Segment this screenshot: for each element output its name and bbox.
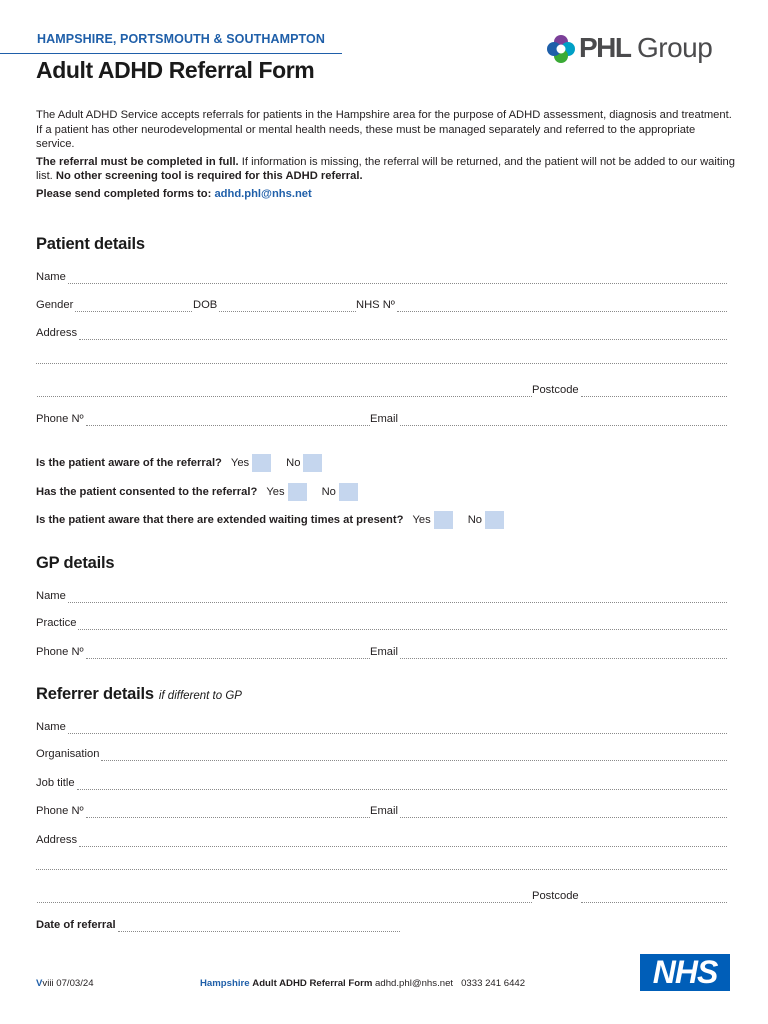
- intro-screening-note: No other screening tool is required for this ADHD referral.: [55, 170, 363, 182]
- referrer-heading-text: Referrer details: [36, 685, 154, 703]
- field-label: Email: [370, 413, 398, 425]
- no-checkbox[interactable]: [485, 511, 504, 529]
- region-subtitle: HAMPSHIRE, PORTSMOUTH & SOUTHAMPTON: [37, 32, 325, 46]
- field-label: Gender: [36, 299, 74, 311]
- intro-text: [36, 108, 736, 204]
- patient-address-line-2[interactable]: [36, 363, 727, 364]
- version-text: viii 07/03/24: [42, 978, 94, 989]
- referral-date-row: [36, 918, 400, 932]
- patient-gender-field[interactable]: [36, 298, 192, 312]
- footer-phone: 0333 241 6442: [461, 978, 526, 989]
- referrer-organisation-field[interactable]: [36, 747, 727, 761]
- section-title-patient: Patient details: [36, 235, 145, 253]
- patient-phone-field[interactable]: [36, 412, 370, 426]
- patient-postcode-row: [36, 383, 727, 397]
- referrer-address-field[interactable]: [36, 833, 727, 847]
- field-label: Postcode: [532, 890, 579, 902]
- referrer-email-field[interactable]: [370, 804, 727, 818]
- field-label: Phone Nº: [36, 805, 84, 817]
- gp-practice-row: [36, 616, 727, 630]
- footer-region: Hampshire: [200, 978, 250, 989]
- field-label: Postcode: [532, 384, 579, 396]
- referrer-name-field[interactable]: [36, 720, 727, 734]
- footer-info: [200, 978, 525, 989]
- yes-checkbox[interactable]: [288, 483, 307, 501]
- referrer-job-title-field[interactable]: [36, 776, 727, 790]
- patient-nhs-number-field[interactable]: [356, 298, 727, 312]
- header-divider: [0, 53, 342, 54]
- yes-checkbox[interactable]: [252, 454, 271, 472]
- footer-form-title: Adult ADHD Referral Form: [252, 978, 373, 989]
- field-label: Practice: [36, 617, 77, 629]
- patient-dob-field[interactable]: [193, 298, 356, 312]
- referrer-postcode-field[interactable]: [532, 889, 727, 903]
- field-label: Organisation: [36, 748, 100, 760]
- referrer-name-row: [36, 720, 727, 734]
- no-label: No: [467, 514, 482, 526]
- gp-name-field[interactable]: [36, 589, 727, 603]
- patient-address-row: [36, 326, 727, 340]
- no-label: No: [286, 457, 301, 469]
- field-label: Email: [370, 805, 398, 817]
- field-label: Job title: [36, 777, 75, 789]
- referrer-organisation-row: [36, 747, 727, 761]
- patient-postcode-field[interactable]: [532, 383, 727, 397]
- question-consented: [36, 483, 373, 501]
- yes-label: Yes: [266, 486, 285, 498]
- patient-name-row: [36, 270, 727, 284]
- referrer-job-title-row: [36, 776, 727, 790]
- question-waiting-times: [36, 511, 519, 529]
- yes-label: Yes: [412, 514, 431, 526]
- intro-paragraph: The Adult ADHD Service accepts referrals for patients in the Hampshire area for the purpose of ADHD assessment, diagnosis and treatment. If a patient has other neurodevelopmental or mental health needs, these must be managed separately and referred to the appropriate service.: [36, 109, 732, 150]
- no-checkbox[interactable]: [303, 454, 322, 472]
- field-label: Address: [36, 834, 78, 846]
- gp-practice-field[interactable]: [36, 616, 727, 630]
- referral-email-link[interactable]: adhd.phl@nhs.net: [214, 187, 312, 200]
- referrer-address-row: [36, 833, 727, 847]
- intro-requirements: [36, 155, 736, 184]
- phl-logo-mark-icon: [546, 34, 576, 64]
- gp-name-row: [36, 589, 727, 603]
- field-label: Email: [370, 646, 398, 658]
- referrer-phone-field[interactable]: [36, 804, 370, 818]
- yes-checkbox[interactable]: [434, 511, 453, 529]
- referrer-contact-row: [36, 804, 727, 818]
- patient-email-field[interactable]: [370, 412, 727, 426]
- field-label: Phone Nº: [36, 646, 84, 658]
- field-label: Phone Nº: [36, 413, 84, 425]
- intro-requirement-bold: The referral must be completed in full.: [36, 155, 239, 168]
- yes-label: Yes: [230, 457, 250, 469]
- field-label: Address: [36, 327, 78, 339]
- field-label: Name: [36, 590, 66, 602]
- question-text: Is the patient aware that there are extended waiting times at present?: [36, 514, 404, 526]
- phl-group-logo: [546, 31, 736, 69]
- gp-contact-row: [36, 645, 727, 659]
- field-label: Name: [36, 721, 66, 733]
- nhs-logo: [640, 954, 730, 991]
- referrer-address-line-3[interactable]: [36, 889, 532, 903]
- page-title: Adult ADHD Referral Form: [36, 57, 315, 83]
- question-aware-of-referral: [36, 454, 337, 472]
- patient-name-field[interactable]: [36, 270, 727, 284]
- footer-email[interactable]: adhd.phl@nhs.net: [375, 978, 454, 989]
- nhs-logo-text: NHS: [652, 954, 718, 990]
- field-label: Date of referral: [36, 919, 116, 931]
- section-title-referrer: [36, 685, 242, 704]
- logo-text-group: Group: [637, 32, 713, 63]
- referrer-address-line-2[interactable]: [36, 869, 727, 870]
- referral-date-field[interactable]: [36, 918, 400, 932]
- no-checkbox[interactable]: [339, 483, 358, 501]
- patient-address-line-3[interactable]: [36, 383, 532, 397]
- send-to-label: Please send completed forms to:: [36, 187, 215, 200]
- patient-demographics-row: [36, 298, 727, 312]
- question-text: Is the patient aware of the referral?: [36, 457, 222, 469]
- intro-send-to: [36, 187, 736, 202]
- field-label: DOB: [193, 299, 218, 311]
- intro-requirement-text: If information is missing, the referral will be returned, and the patient will not be added to our waiting list.: [36, 155, 735, 182]
- logo-text-phl: PHL: [579, 32, 631, 63]
- patient-contact-row: [36, 412, 727, 426]
- version-prefix: V: [36, 978, 43, 989]
- gp-phone-field[interactable]: [36, 645, 370, 659]
- field-label: NHS Nº: [356, 299, 395, 311]
- referrer-postcode-row: [36, 889, 727, 903]
- section-title-gp: GP details: [36, 554, 115, 572]
- no-label: No: [321, 486, 336, 498]
- patient-address-field[interactable]: [36, 326, 727, 340]
- gp-email-field[interactable]: [370, 645, 727, 659]
- field-label: Name: [36, 271, 66, 283]
- question-text: Has the patient consented to the referral?: [36, 486, 258, 498]
- footer-version: [36, 978, 94, 989]
- referrer-heading-note: if different to GP: [158, 690, 242, 702]
